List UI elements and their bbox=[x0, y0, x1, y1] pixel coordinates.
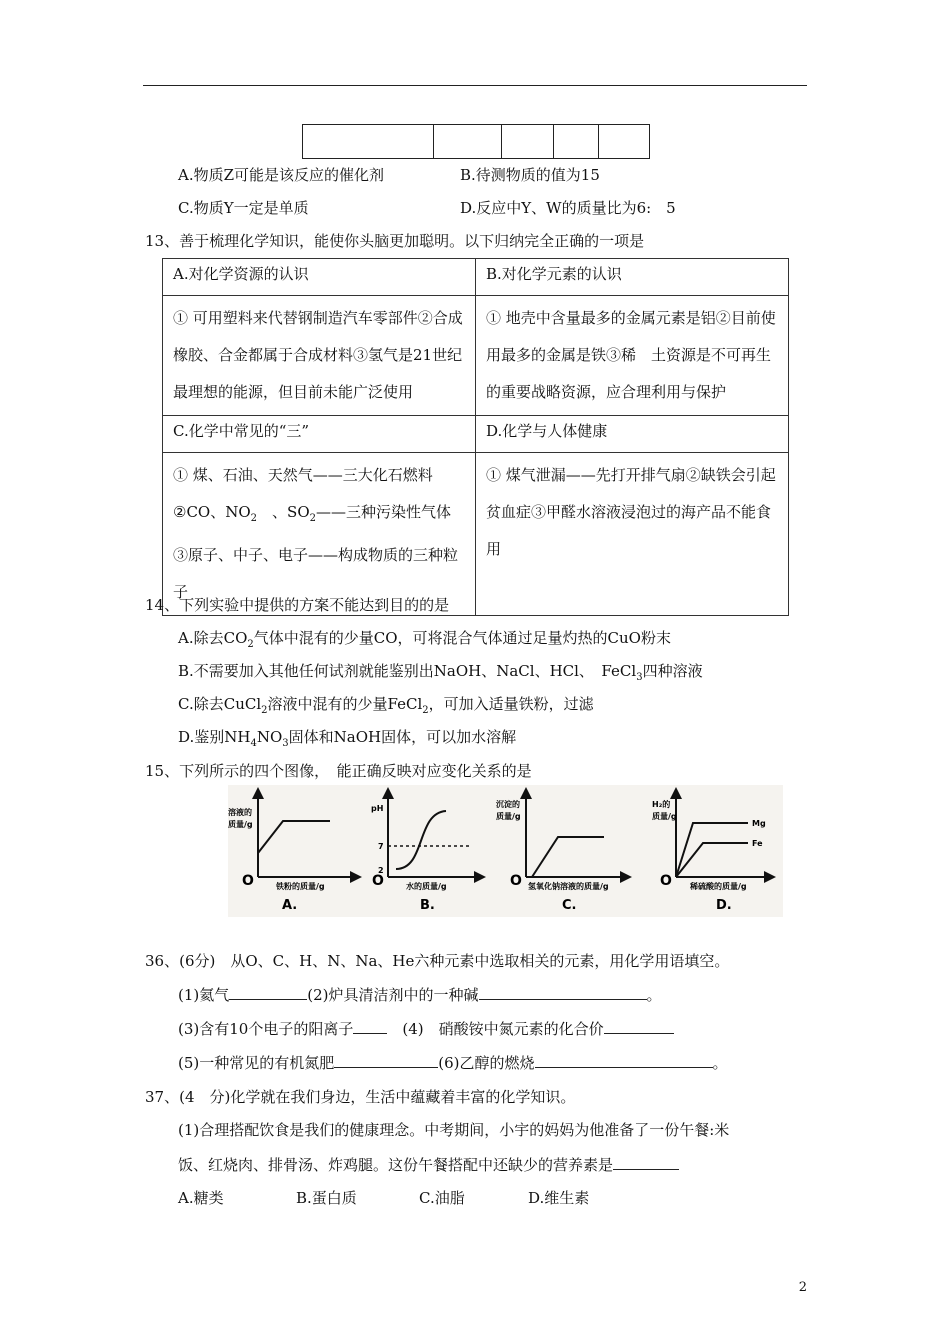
q15-stem: 15、下列所示的四个图像， 能正确反映对应变化关系的是 bbox=[145, 762, 532, 780]
graph-a-origin: O bbox=[242, 873, 254, 889]
graph-b-tick7: 7 bbox=[378, 842, 384, 851]
q12-option-a: A.物质Z可能是该反应的催化剂 bbox=[178, 166, 385, 184]
q12-option-c: C.物质Y一定是单质 bbox=[178, 199, 309, 217]
q13-d-head: D.化学与人体健康 bbox=[476, 416, 789, 453]
q36-label: (5)一种常见的有机氮肥 bbox=[178, 1054, 335, 1072]
q15-graphs bbox=[228, 785, 783, 917]
graph-d-fe-label: Fe bbox=[752, 839, 763, 848]
q14-text: 气体中混有的少量CO，可将混合气体通过足量灼热的CuO粉末 bbox=[253, 629, 671, 647]
graph-b-xlabel: 水的质量/g bbox=[406, 882, 447, 891]
graph-d-mg-label: Mg bbox=[752, 819, 766, 828]
q14-text: NO bbox=[256, 728, 283, 746]
graph-d-letter: D. bbox=[716, 898, 732, 913]
q14-option-c: C.除去CuCl$_2$溶液中混有的少量FeCl$_2$，可加入适量铁粉，过滤 bbox=[178, 695, 594, 716]
table-cell bbox=[303, 125, 434, 159]
table-cell bbox=[599, 125, 650, 159]
q37-option-a: A.糖类 bbox=[178, 1189, 224, 1207]
graph-b-tick2: 2 bbox=[378, 866, 384, 875]
header-rule bbox=[143, 85, 807, 86]
q14-text: ，可加入适量铁粉，过滤 bbox=[428, 695, 594, 713]
q36-label: (6)乙醇的燃烧 bbox=[438, 1054, 535, 1072]
q14-text: D.鉴别NH bbox=[178, 728, 251, 746]
graph-c-ylabel1: 沉淀的 bbox=[496, 800, 520, 809]
q13-table bbox=[162, 258, 789, 616]
graph-a-ylabel1: 溶液的 bbox=[228, 808, 252, 817]
q37-para2 bbox=[178, 1154, 679, 1175]
q14-text: 四种溶液 bbox=[642, 662, 703, 680]
graph-b-letter: B. bbox=[420, 898, 435, 913]
q37-para1: (1)合理搭配饮食是我们的健康理念。中考期间，小宇的妈妈为他准备了一份午餐:米 bbox=[178, 1121, 730, 1139]
answer-blank[interactable] bbox=[535, 1053, 713, 1068]
graph-a-letter: A. bbox=[282, 898, 298, 913]
q36-label: (3)含有10个电子的阳离子 bbox=[178, 1020, 354, 1038]
graph-b-origin: O bbox=[372, 873, 384, 889]
q14-option-b: B.不需要加入其他任何试剂就能鉴别出NaOH、NaCl、HCl、 FeCl$_3$四种溶液 bbox=[178, 662, 703, 683]
answer-blank[interactable] bbox=[479, 985, 647, 1000]
q13-a-head: A.对化学资源的认识 bbox=[163, 259, 476, 296]
graph-a-xlabel: 铁粉的质量/g bbox=[276, 882, 325, 891]
q36-label: (4) 硝酸铵中氮元素的化合价 bbox=[402, 1020, 604, 1038]
graph-a-ylabel2: 质量/g bbox=[228, 820, 253, 829]
graph-a bbox=[228, 793, 356, 913]
graph-c-letter: C. bbox=[562, 898, 577, 913]
q14-option-a: A.除去$CO_2$气体中混有的少量CO，可将混合气体通过足量灼热的CuO粉末 bbox=[178, 629, 671, 650]
q13-c-text: 、SO bbox=[272, 503, 310, 521]
graph-d-origin: O bbox=[660, 873, 672, 889]
table-cell bbox=[502, 125, 554, 159]
q13-c-body: ① 煤、石油、天然气——三大化石燃料 ②CO、$NO_2$ 、$SO_2——$三种污染性气体③原子、中子、电子——构成物质的三种粒子 bbox=[163, 453, 476, 616]
answer-blank[interactable] bbox=[353, 1019, 387, 1034]
q13-b-body: ① 地壳中含量最多的金属元素是铝②目前使用最多的金属是铁③稀 土资源是不可再生的重要战略资源，应合理利用与保护 bbox=[476, 296, 789, 416]
q36-line2 bbox=[178, 1018, 674, 1039]
q13-a-body: ① 可用塑料来代替钢制造汽车零部件②合成橡胶、合金都属于合成材料③氢气是21世纪最理想的能源，但目前未能广泛使用 bbox=[163, 296, 476, 416]
q36-label: 。 bbox=[712, 1054, 728, 1072]
q14-text: 溶液中混有的少量FeCl bbox=[267, 695, 423, 713]
graph-d-ylabel1: H₂的 bbox=[652, 800, 671, 809]
graph-d bbox=[652, 793, 770, 913]
answer-blank[interactable] bbox=[229, 985, 307, 1000]
graph-c-xlabel: 氢氧化钠溶液的质量/g bbox=[528, 882, 609, 891]
table-cell bbox=[554, 125, 599, 159]
q37-option-c: C.油脂 bbox=[419, 1189, 465, 1207]
graph-c bbox=[496, 793, 626, 913]
q13-c-text: ②CO、NO bbox=[173, 503, 251, 521]
q36-line3 bbox=[178, 1052, 728, 1073]
q36-stem: 36、(6分) 从O、C、H、N、Na、He六种元素中选取相关的元素，用化学用语填空。 bbox=[145, 952, 730, 970]
q13-stem: 13、善于梳理化学知识，能使你头脑更加聪明。以下归纳完全正确的一项是 bbox=[145, 232, 645, 250]
q14-text: B.不需要加入其他任何试剂就能鉴别出NaOH、NaCl、HCl、 FeCl bbox=[178, 662, 637, 680]
table-cell bbox=[434, 125, 502, 159]
q36-label: 。 bbox=[646, 986, 662, 1004]
q13-c-line1: ① 煤、石油、天然气——三大化石燃料 bbox=[173, 466, 433, 484]
q36-label: (2)炉具清洁剂中的一种碱 bbox=[307, 986, 479, 1004]
q37-stem: 37、(4 分)化学就在我们身边，生活中蕴藏着丰富的化学知识。 bbox=[145, 1088, 576, 1106]
answer-blank[interactable] bbox=[334, 1053, 438, 1068]
graph-b bbox=[371, 793, 480, 913]
q13-b-head: B.对化学元素的认识 bbox=[476, 259, 789, 296]
graph-c-origin: O bbox=[510, 873, 522, 889]
q12-data-table bbox=[302, 124, 650, 159]
graph-c-ylabel2: 质量/g bbox=[496, 812, 521, 821]
graph-d-ylabel2: 质量/g bbox=[652, 812, 677, 821]
q12-option-d: D.反应中Y、W的质量比为6: 5 bbox=[460, 199, 676, 217]
q13-c-text: ——三种污染性气体③原子、中子、电子——构成物质的三种粒子 bbox=[173, 503, 459, 601]
q37-option-b: B.蛋白质 bbox=[296, 1189, 357, 1207]
q13-c-head: C.化学中常见的“三” bbox=[163, 416, 476, 453]
q14-text: C.除去CuCl bbox=[178, 695, 262, 713]
q37-option-d: D.维生素 bbox=[528, 1189, 590, 1207]
page-number: 2 bbox=[798, 1280, 807, 1295]
graph-b-ylabel: pH bbox=[371, 804, 384, 813]
q13-d-body: ① 煤气泄漏——先打开排气扇②缺铁会引起贫血症③甲醛水溶液浸泡过的海产品不能食用 bbox=[476, 453, 789, 616]
q12-option-b: B.待测物质的值为15 bbox=[460, 166, 600, 184]
q14-option-d: D.鉴别$NH_4NO_3$固体和NaOH固体，可以加水溶解 bbox=[178, 728, 517, 749]
q14-stem: 14、下列实验中提供的方案不能达到目的的是 bbox=[145, 596, 450, 614]
q36-line1 bbox=[178, 984, 662, 1005]
q36-label: (1)氦气 bbox=[178, 986, 230, 1004]
answer-blank[interactable] bbox=[604, 1019, 674, 1034]
graph-d-xlabel: 稀硫酸的质量/g bbox=[690, 882, 747, 891]
q37-text: 饭、红烧肉、排骨汤、炸鸡腿。这份午餐搭配中还缺少的营养素是 bbox=[178, 1156, 614, 1174]
q14-text: 固体和NaOH固体，可以加水溶解 bbox=[288, 728, 517, 746]
answer-blank[interactable] bbox=[613, 1155, 679, 1170]
q14-text: A.除去CO bbox=[178, 629, 248, 647]
